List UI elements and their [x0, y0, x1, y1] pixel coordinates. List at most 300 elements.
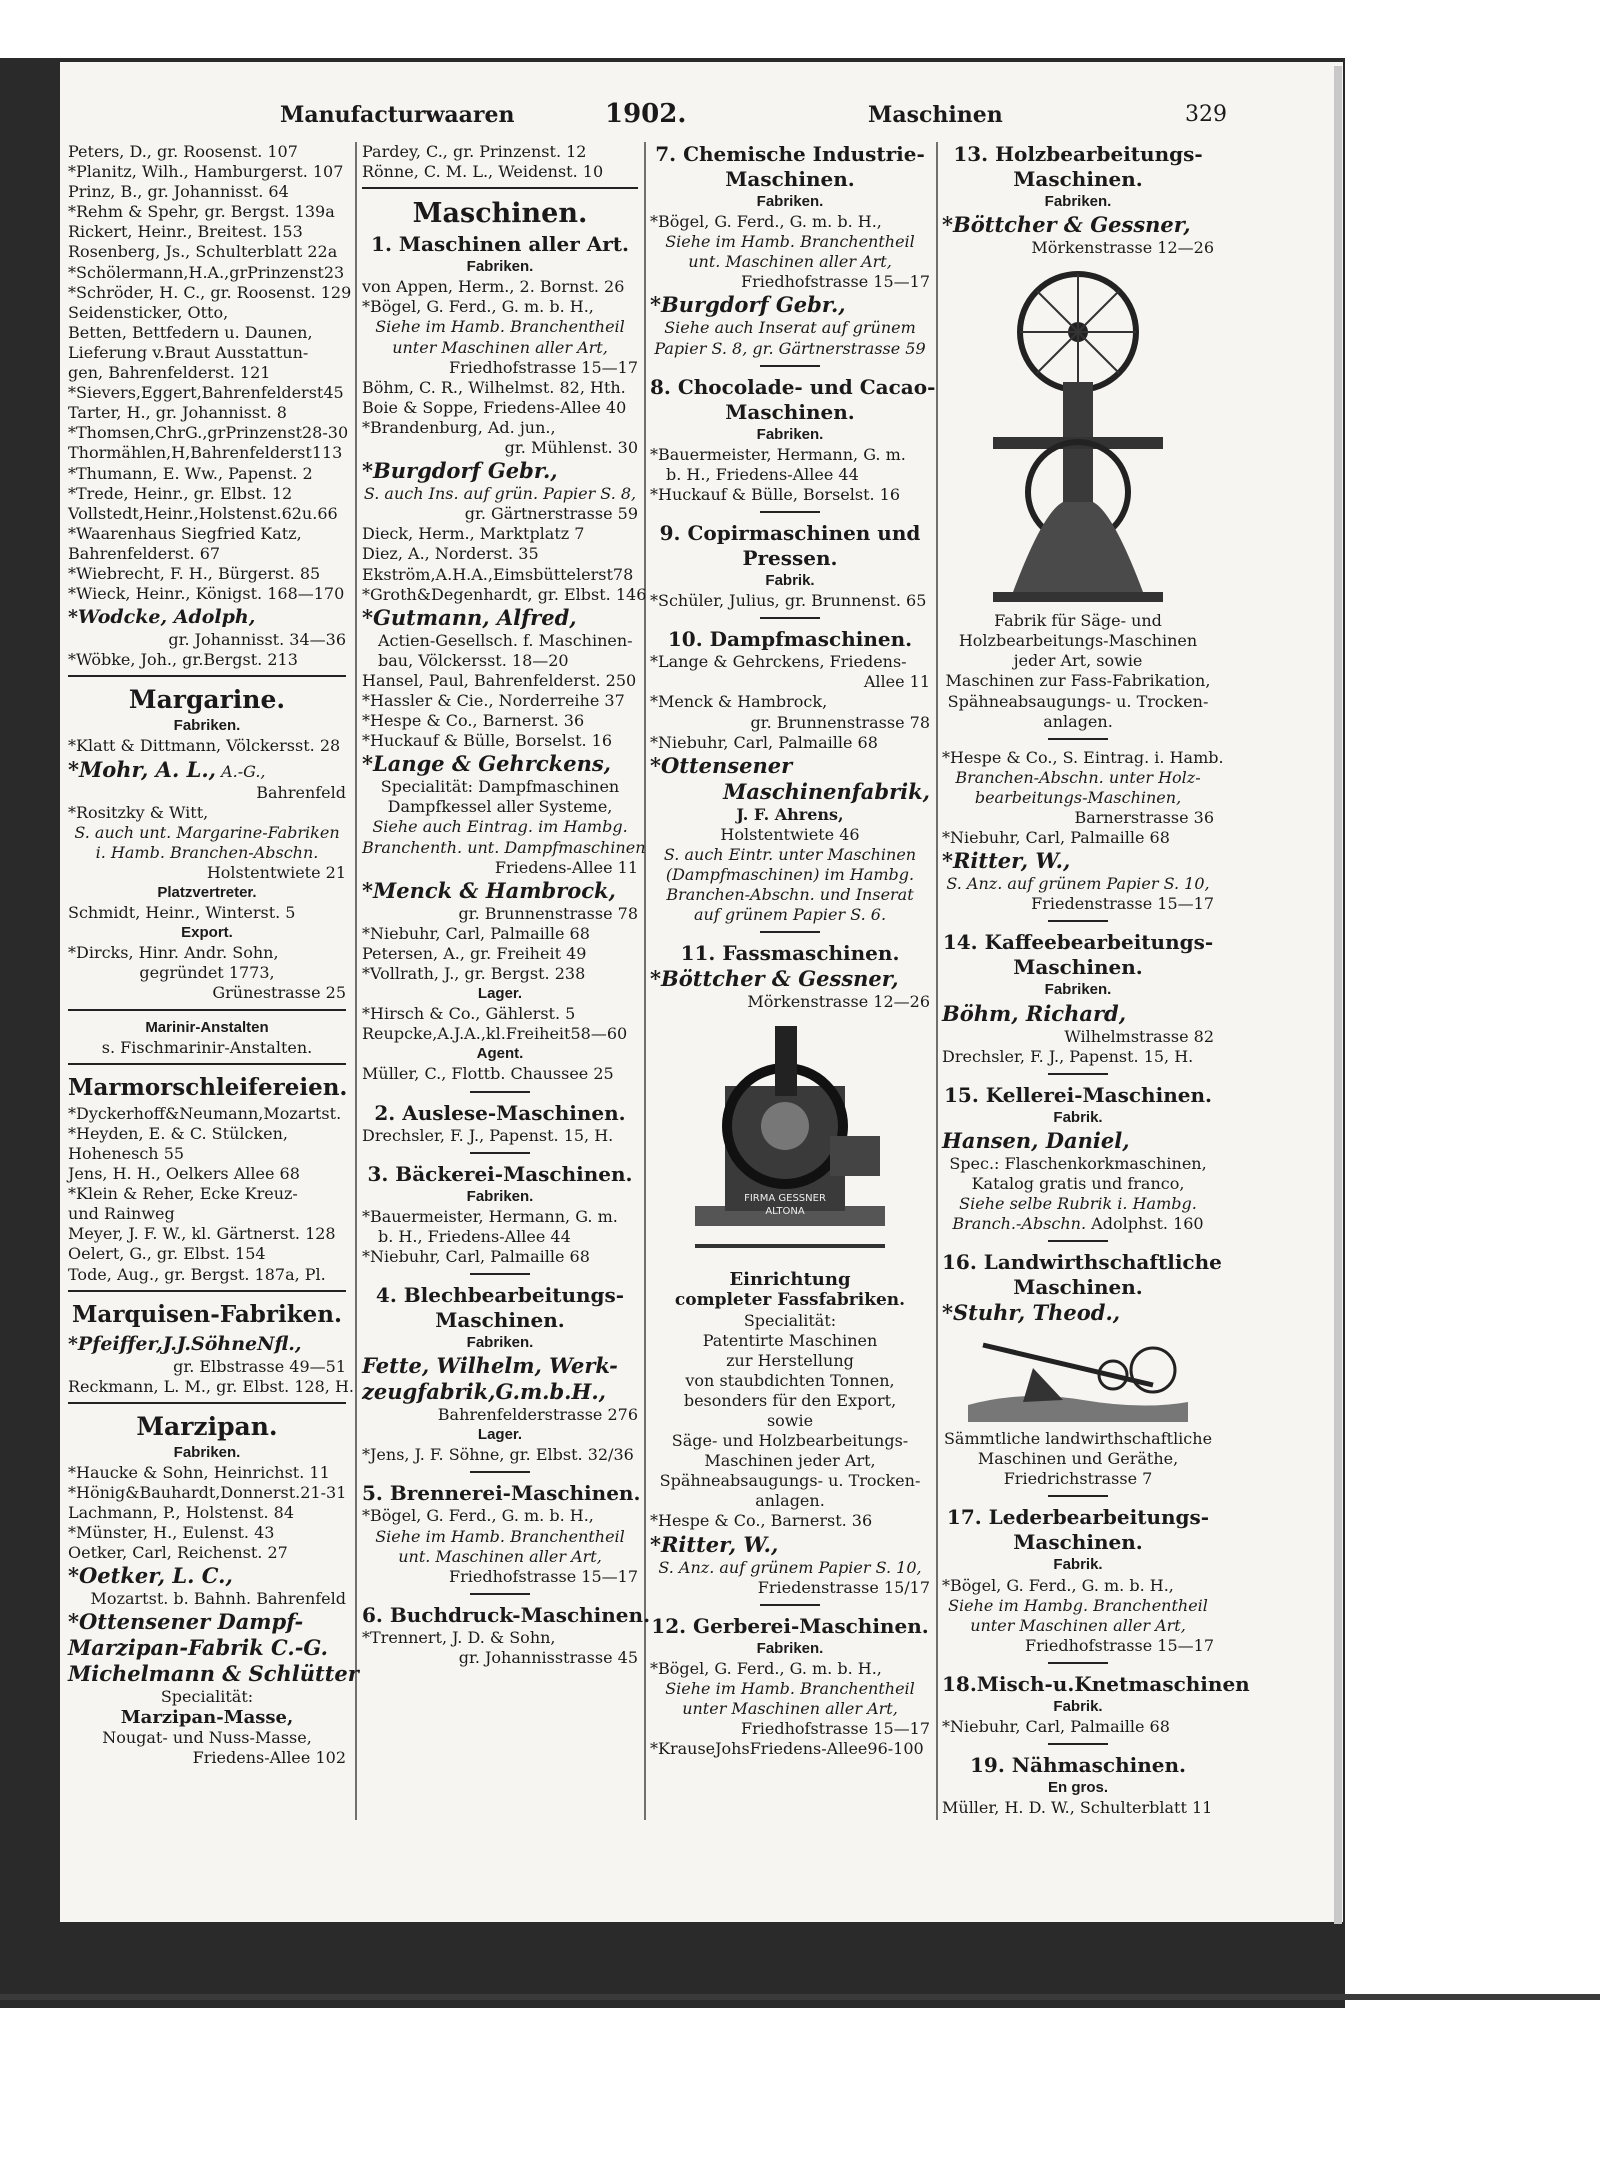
list-item: *Groth&Degenhardt, gr. Elbst. 146 — [362, 584, 647, 604]
dircks-entry: *Dircks, Hinr. Andr. Sohn, — [68, 943, 279, 963]
subsection-17: Maschinen. — [1013, 1530, 1143, 1555]
lange-note: Branchenth. unt. Dampfmaschinen — [362, 837, 646, 857]
oetker-address: Mozartst. b. Bahnh. Bahrenfeld — [90, 1589, 346, 1609]
label-fabriken: Fabriken. — [756, 193, 824, 210]
list-item: *Hönig&Bauhardt,Donnerst.21-31 — [68, 1482, 347, 1502]
subsection-2: 2. Auslese-Maschinen. — [374, 1100, 626, 1125]
rositzky-note: S. auch unt. Margarine-Fabriken — [74, 822, 340, 842]
list-item: *Thomsen,ChrG.,grPrinzenst28-30 — [68, 423, 349, 443]
niebuhr-entry: *Niebuhr, Carl, Palmaille 68 — [942, 828, 1170, 848]
list-item: *Brandenburg, Ad. jun., — [362, 417, 556, 437]
list-item: Dieck, Herm., Marktplatz 7 — [362, 524, 585, 544]
section-maschinen: Maschinen. — [412, 198, 588, 230]
list-item: Maschinen zur Fass-Fabrikation, — [945, 671, 1211, 691]
list-item: *Sievers,Eggert,Bahrenfelderst45 — [68, 383, 344, 403]
lange-address: Allee 11 — [863, 672, 930, 692]
subsection-9: Pressen. — [742, 546, 838, 571]
bogel-address: Friedhofstrasse 15—17 — [449, 357, 638, 377]
section-margarine: Margarine. — [128, 685, 286, 715]
list-item: Friedrichstrasse 7 — [1003, 1469, 1153, 1489]
list-item: *Haucke & Sohn, Heinrichst. 11 — [68, 1462, 330, 1482]
list-item: Betten, Bettfedern u. Daunen, — [68, 322, 313, 342]
burgdorf-note: Siehe auch Inserat auf grünem — [664, 318, 916, 338]
label-lager: Lager. — [477, 1426, 523, 1444]
bogel-note: Siehe im Hambg. Branchentheil — [948, 1595, 1208, 1615]
divider — [68, 1009, 346, 1011]
hespe-address: Barnerstrasse 36 — [1074, 808, 1214, 828]
burgdorf-entry: *Burgdorf Gebr., — [362, 458, 558, 484]
jens-entry: *Jens, J. F. Söhne, gr. Elbst. 32/36 — [362, 1445, 634, 1465]
list-item: Specialität: — [743, 1310, 837, 1330]
schueler-entry: *Schüler, Julius, gr. Brunnenst. 65 — [650, 591, 927, 611]
list-item: Patentirte Maschinen — [702, 1330, 878, 1350]
list-item: Diez, A., Norderst. 35 — [362, 544, 539, 564]
krause-entry: *KrauseJohsFriedens-Allee96-100 — [650, 1739, 924, 1759]
hansen-entry: Hansen, Daniel, — [942, 1127, 1130, 1153]
bogel-address: Friedhofstrasse 15—17 — [449, 1566, 638, 1586]
lange-desc: Dampfkessel aller Systeme, — [387, 797, 613, 817]
subsection-5: 5. Brennerei-Maschinen. — [362, 1481, 641, 1506]
list-item: sowie — [766, 1411, 814, 1430]
section-marzipan: Marzipan. — [136, 1411, 278, 1441]
boettcher-entry: *Böttcher & Gessner, — [650, 966, 899, 992]
subsection-16: Maschinen. — [1013, 1275, 1143, 1300]
label-fabriken: Fabriken. — [173, 1443, 241, 1461]
label-fabriken: Fabriken. — [466, 1187, 534, 1205]
bogel-note: unter Maschinen aller Art, — [392, 337, 608, 357]
list-item: Thormählen,H,Bahrenfelderst113 — [68, 443, 343, 463]
drechsler-entry: Drechsler, F. J., Papenst. 15, H. — [362, 1125, 614, 1145]
list-item: *Bögel, G. Ferd., G. m. b. H., — [362, 297, 594, 317]
burgdorf-note: S. auch Ins. auf grün. Papier S. 8, — [363, 484, 637, 504]
pfeiffer-entry: *Pfeiffer,J.J.SöhneNfl., — [68, 1332, 302, 1355]
list-item: jeder Art, sowie — [1013, 651, 1143, 671]
list-item: Bahrenfelderst. 67 — [68, 543, 221, 563]
list-item: gen, Bahrenfelderst. 121 — [68, 363, 271, 383]
ritter-entry: *Ritter, W., — [650, 1531, 779, 1557]
subsection-12: 12. Gerberei-Maschinen. — [651, 1613, 929, 1638]
boettcher-entry: *Böttcher & Gessner, — [942, 212, 1191, 238]
illus-text: ALTONA — [765, 1206, 805, 1218]
lange-entry: *Lange & Gehrckens, Friedens- — [650, 652, 907, 672]
divider — [760, 365, 820, 367]
label-export: Export. — [181, 924, 233, 942]
dircks-address: Grünestrasse 25 — [212, 983, 346, 1003]
header-section-left: Manufacturwaaren — [280, 102, 515, 128]
rositzky-entry: *Rositzky & Witt, — [68, 802, 209, 822]
list-item: Spähneabsaugungs- u. Trocken- — [947, 691, 1209, 711]
niebuhr-entry: *Niebuhr, Carl, Palmaille 68 — [650, 732, 878, 752]
ottensener-note: (Dampfmaschinen) im Hambg. — [665, 864, 915, 884]
gutmann-desc: bau, Völckersst. 18—20 — [378, 650, 569, 670]
huckauf-entry: *Huckauf & Bülle, Borselst. 16 — [650, 484, 901, 504]
list-item: *Heyden, E. & C. Stülcken, — [68, 1123, 288, 1143]
menck-address: gr. Brunnenstrasse 78 — [750, 712, 930, 732]
list-item: *Dyckerhoff&Neumann,Mozartst. — [68, 1103, 342, 1123]
bogel-note: Siehe im Hamb. Branchentheil — [665, 1678, 915, 1698]
list-item: *Hespe & Co., Barnerst. 36 — [362, 711, 585, 731]
hansen-address: Adolphst. 160 — [1091, 1214, 1204, 1234]
gutmann-desc: Actien-Gesellsch. f. Maschinen- — [378, 630, 633, 650]
list-item: Reupcke,A.J.A.,kl.Freiheit58—60 — [362, 1024, 628, 1044]
burgdorf-address: gr. Gärtnerstrasse 59 — [464, 504, 638, 524]
ottensener-entry: *Ottensener Dampf- — [68, 1609, 304, 1635]
divider — [1048, 1240, 1108, 1242]
bogel-note: Siehe im Hamb. Branchentheil — [665, 232, 915, 252]
bogel-note: Siehe im Hamb. Branchentheil — [375, 1526, 625, 1546]
list-item: Petersen, A., gr. Freiheit 49 — [362, 943, 587, 963]
bogel-note: unt. Maschinen aller Art, — [688, 252, 892, 272]
divider — [68, 675, 346, 677]
list-item: Hohenesch 55 — [68, 1143, 185, 1163]
list-item: *Rehm & Spehr, gr. Bergst. 139a — [68, 202, 335, 222]
section-marquisen: Marquisen-Fabriken. — [71, 1300, 343, 1328]
divider — [1048, 738, 1108, 740]
nougat-line: Nougat- und Nuss-Masse, — [102, 1727, 312, 1747]
list-item: anlagen. — [755, 1491, 825, 1511]
burgdorf-entry: *Burgdorf Gebr., — [650, 292, 846, 318]
list-item: *Hirsch & Co., Gählerst. 5 — [362, 1004, 576, 1024]
subsection-11: 11. Fassmaschinen. — [680, 941, 900, 966]
divider — [760, 511, 820, 513]
mohr-address: Bahrenfeld — [256, 782, 346, 802]
subsection-9: 9. Copirmaschinen und — [659, 521, 921, 546]
hespe-note: bearbeitungs-Maschinen, — [974, 787, 1182, 807]
divider — [470, 1091, 530, 1093]
list-item: Säge- und Holzbearbeitungs- — [671, 1431, 909, 1451]
bauermeister-entry: *Bauermeister, Hermann, G. m. — [362, 1206, 618, 1226]
list-item: *Niebuhr, Carl, Palmaille 68 — [362, 923, 590, 943]
marmor-list — [68, 1104, 346, 1285]
boettcher-address: Mörkenstrasse 12—26 — [747, 992, 930, 1012]
stuhr-description — [942, 1429, 1214, 1489]
list-item: *Waarenhaus Siegfried Katz, — [68, 523, 302, 543]
label-fabrik: Fabrik. — [1053, 1556, 1103, 1574]
list-item: Holzbearbeitungs-Maschinen — [958, 631, 1198, 651]
list-item: *Schröder, H. C., gr. Roosenst. 129 — [68, 282, 352, 302]
menck-address: gr. Brunnenstrasse 78 — [458, 903, 638, 923]
list-item: Rosenberg, Js., Schulterblatt 22a — [68, 242, 338, 262]
bogel-entry: *Bögel, G. Ferd., G. m. b. H., — [942, 1575, 1174, 1595]
page-number: 329 — [1185, 102, 1227, 127]
wodcke-entry: *Wodcke, Adolph, — [68, 606, 256, 629]
divider — [68, 1402, 346, 1404]
list-item: Lieferung v.Braut Ausstattun- — [68, 342, 309, 362]
divider — [760, 931, 820, 933]
ottensener-entry: *Ottensener — [650, 752, 793, 778]
list-item: *Trede, Heinr., gr. Elbst. 12 — [68, 483, 293, 503]
ritter-entry: *Ritter, W., — [942, 848, 1071, 874]
ritter-address: Friedenstrasse 15—17 — [1031, 894, 1214, 914]
list — [362, 378, 638, 438]
subsection-3: 3. Bäckerei-Maschinen. — [367, 1161, 633, 1186]
subsection-1: 1. Maschinen aller Art. — [371, 232, 629, 257]
header-year: 1902. — [605, 99, 687, 129]
label-platzvertreter: Platzvertreter. — [157, 884, 257, 901]
bogel-address: Friedhofstrasse 15—17 — [741, 272, 930, 292]
plough-illustration — [963, 1330, 1193, 1425]
list-item: Seidensticker, Otto, — [68, 302, 229, 322]
ritter-address: Friedenstrasse 15/17 — [757, 1577, 930, 1597]
list-item: Maschinen und Geräthe, — [977, 1449, 1179, 1469]
label-fabrik: Fabrik. — [765, 572, 815, 590]
hespe-entry: *Hespe & Co., S. Eintrag. i. Hamb. — [942, 747, 1224, 767]
subsection-16: 16. Landwirthschaftliche — [942, 1250, 1222, 1275]
lange-note: Siehe auch Eintrag. im Hambg. — [372, 817, 628, 837]
list-item: *Hassler & Cie., Norderreihe 37 — [362, 690, 625, 710]
bogel-entry: *Bögel, G. Ferd., G. m. b. H., — [650, 212, 882, 232]
trennert-address: gr. Johannisstrasse 45 — [458, 1647, 638, 1667]
divider — [1048, 1073, 1108, 1075]
woebke-entry: *Wöbke, Joh., gr.Bergst. 213 — [68, 650, 298, 670]
label-agent: Agent. — [476, 1045, 524, 1063]
list-top — [68, 142, 352, 604]
list — [362, 924, 638, 984]
pardey-entry: Pardey, C., gr. Prinzenst. 12 — [362, 142, 587, 161]
list-item: *Wiebrecht, F. H., Bürgerst. 85 — [68, 563, 321, 583]
list-item: und Rainweg — [68, 1204, 175, 1224]
dircks-founded: gegründet 1773, — [139, 963, 275, 983]
label-fabriken: Fabriken. — [173, 717, 241, 735]
list-item: Boie & Soppe, Friedens-Allee 40 — [362, 397, 627, 417]
list-item: Rickert, Heinr., Breitest. 153 — [68, 222, 303, 242]
list-item: *Vollrath, J., gr. Bergst. 238 — [362, 964, 586, 983]
subsection-7: Maschinen. — [725, 167, 855, 191]
ritter-note: S. Anz. auf grünem Papier S. 10, — [658, 1557, 922, 1577]
boettcher-address: Mörkenstrasse 12—26 — [1031, 238, 1214, 258]
marzipan-list — [68, 1463, 346, 1563]
list-item: Prinz, B., gr. Johannisst. 64 — [68, 182, 289, 202]
subsection-19: 19. Nähmaschinen. — [969, 1753, 1186, 1778]
column-3 — [650, 142, 936, 1759]
divider — [470, 1273, 530, 1275]
list-item: Böhm, C. R., Wilhelmst. 82, Hth. — [362, 377, 626, 397]
label-fabriken: Fabriken. — [466, 1334, 534, 1352]
ottensener-entry: Maschinenfabrik, — [723, 778, 930, 804]
mueller-entry: Müller, H. D. W., Schulterblatt 11 — [942, 1798, 1213, 1818]
trennert-entry: *Trennert, J. D. & Sohn, — [362, 1627, 556, 1647]
mueller-entry: Müller, C., Flottb. Chaussee 25 — [362, 1064, 614, 1084]
pfeiffer-address: gr. Elbstrasse 49—51 — [173, 1356, 346, 1376]
rositzky-note: i. Hamb. Branchen-Abschn. — [95, 842, 319, 862]
rositzky-address: Holstentwiete 21 — [206, 862, 346, 882]
list-item: *Klein & Reher, Ecke Kreuz- — [68, 1184, 298, 1204]
list-item: besonders für den Export, — [683, 1390, 897, 1410]
list-item: zur Herstellung — [726, 1350, 854, 1370]
list — [362, 277, 638, 317]
list — [362, 1004, 638, 1044]
hespe-note: Branchen-Abschn. unter Holz- — [955, 767, 1201, 787]
list-item: Fabrik für Säge- und — [994, 611, 1162, 631]
divider — [68, 1063, 346, 1065]
divider — [1048, 1662, 1108, 1664]
ahrens-name: J. F. Ahrens, — [736, 804, 844, 824]
list-item: *Münster, H., Eulenst. 43 — [68, 1523, 275, 1543]
divider — [68, 1290, 346, 1292]
list-item: *Wieck, Heinr., Königst. 168—170 — [68, 584, 345, 604]
fette-address: Bahrenfelderstrasse 276 — [437, 1405, 638, 1425]
boehm-address: Wilhelmstrasse 82 — [1064, 1026, 1214, 1046]
list-item: Oelert, G., gr. Elbst. 154 — [68, 1244, 266, 1264]
marzipan-masse: Marzipan-Masse, — [120, 1706, 294, 1728]
ritter-note: S. Anz. auf grünem Papier S. 10, — [946, 874, 1210, 894]
hansen-note: Siehe selbe Rubrik i. Hambg. — [959, 1193, 1197, 1213]
list — [362, 671, 638, 751]
reckmann-entry: Reckmann, L. M., gr. Elbst. 128, H. — [68, 1376, 355, 1396]
subsection-6: 6. Buchdruck-Maschinen. — [362, 1602, 651, 1627]
list-item: *Planitz, Wilh., Hamburgerst. 107 — [68, 162, 344, 182]
subsection-18: 18.Misch-u.Knetmaschinen — [942, 1671, 1250, 1696]
list-item: Jens, H. H., Oelkers Allee 68 — [68, 1164, 300, 1184]
ottensener-note: S. auch Eintr. unter Maschinen — [663, 844, 917, 864]
brandenburg-address: gr. Mühlenst. 30 — [504, 438, 638, 458]
lange-address: Friedens-Allee 11 — [494, 857, 638, 877]
menck-entry: *Menck & Hambrock, — [650, 692, 828, 712]
ottensener-entry: Michelmann & Schlütter — [68, 1661, 359, 1687]
label-fabriken: Fabriken. — [756, 425, 824, 443]
klatt-entry: *Klatt & Dittmann, Völckersst. 28 — [68, 736, 341, 756]
list-item: Lachmann, P., Holstenst. 84 — [68, 1503, 294, 1523]
column-2 — [362, 142, 651, 1668]
marinir-reference: s. Fischmarinir-Anstalten. — [101, 1037, 313, 1057]
einrichtung-title: completer Fassfabriken. — [674, 1290, 906, 1311]
lange-entry: *Lange & Gehrckens, — [362, 751, 611, 777]
subsection-7: 7. Chemische Industrie- — [655, 142, 925, 166]
divider — [470, 1593, 530, 1595]
bogel-note: unter Maschinen aller Art, — [970, 1615, 1186, 1635]
label-fabriken: Fabriken. — [1044, 981, 1112, 999]
list-item: anlagen. — [1043, 711, 1113, 731]
ottensener-note: auf grünem Papier S. 6. — [693, 905, 887, 925]
list-item: Vollstedt,Heinr.,Holstenst.62u.66 — [68, 503, 338, 523]
divider — [760, 1604, 820, 1606]
menck-entry: *Menck & Hambrock, — [362, 877, 616, 903]
niebuhr-entry: *Niebuhr, Carl, Palmaille 68 — [362, 1246, 590, 1266]
barrel-machine-illustration — [665, 1016, 915, 1266]
section-marmor: Marmorschleifereien. — [68, 1073, 348, 1101]
list-item: Maschinen jeder Art, — [704, 1451, 876, 1471]
list-item: *Schölermann,H.A.,grPrinzenst23 — [68, 262, 345, 282]
subsection-8: 8. Chocolade- und Cacao- — [650, 374, 936, 399]
subsection-13: Maschinen. — [1013, 167, 1143, 191]
bogel-note: Siehe im Hamb. Branchentheil — [375, 317, 625, 337]
list-item: Oetker, Carl, Reichenst. 27 — [68, 1543, 288, 1563]
stuhr-entry: *Stuhr, Theod., — [942, 1300, 1121, 1326]
boehm-entry: Böhm, Richard, — [942, 1000, 1127, 1026]
niebuhr-entry: *Niebuhr, Carl, Palmaille 68 — [942, 1717, 1170, 1736]
wodcke-address: gr. Johannisst. 34—36 — [168, 630, 346, 650]
bauermeister-entry: *Bauermeister, Hermann, G. m. — [650, 444, 906, 464]
specialitaet-label: Specialität: — [160, 1687, 254, 1707]
label-fabriken: Fabriken. — [466, 258, 534, 276]
divider — [470, 1471, 530, 1473]
divider — [1048, 1495, 1108, 1497]
subsection-4: 4. Blechbearbeitungs- — [375, 1283, 625, 1308]
label-fabriken: Fabriken. — [756, 1639, 824, 1657]
burgdorf-note: Papier S. 8, gr. Gärtnerstrasse 59 — [654, 338, 926, 358]
label-fabrik: Fabrik. — [1053, 1108, 1103, 1126]
list-item: Spähneabsaugungs- u. Trocken- — [659, 1471, 921, 1491]
column-1 — [68, 142, 359, 1768]
roenne-entry: Rönne, C. M. L., Weidenst. 10 — [362, 162, 604, 182]
specialitaet-list — [650, 1311, 930, 1512]
schmidt-entry: Schmidt, Heinr., Winterst. 5 — [68, 903, 296, 923]
fabrik-description — [942, 611, 1214, 732]
bogel-address: Friedhofstrasse 15—17 — [741, 1719, 930, 1739]
divider — [760, 617, 820, 619]
label-lager: Lager. — [477, 985, 523, 1003]
label-marinir: Marinir-Anstalten — [145, 1018, 269, 1036]
list-item: *Huckauf & Bülle, Borselst. 16 — [362, 731, 613, 751]
subsection-15: 15. Kellerei-Maschinen. — [944, 1082, 1212, 1107]
bogel-note: unt. Maschinen aller Art, — [398, 1546, 602, 1566]
ottensener-entry: Marzipan-Fabrik C.-G. — [68, 1635, 328, 1661]
list-item: Tode, Aug., gr. Bergst. 187a, Pl. — [68, 1264, 326, 1284]
lange-desc: Specialität: Dampfmaschinen — [380, 777, 620, 797]
hansen-desc: Katalog gratis und franco, — [971, 1173, 1185, 1193]
hespe-entry: *Hespe & Co., Barnerst. 36 — [650, 1511, 873, 1531]
list-item: von Appen, Herm., 2. Bornst. 26 — [362, 277, 625, 297]
mohr-entry: *Mohr, A. L., — [68, 756, 216, 782]
list-item: von staubdichten Tonnen, — [685, 1370, 895, 1390]
divider — [1048, 920, 1108, 922]
list — [362, 524, 647, 604]
subsection-8: Maschinen. — [725, 399, 855, 424]
bogel-entry: *Bögel, G. Ferd., G. m. b. H., — [362, 1506, 594, 1526]
bauermeister-address: b. H., Friedens-Allee 44 — [378, 1226, 571, 1246]
column-4 — [942, 142, 1250, 1818]
subsection-13: 13. Holzbearbeitungs- — [953, 142, 1203, 166]
mohr-ag: A.-G., — [221, 761, 266, 781]
list-item: Peters, D., gr. Roosenst. 107 — [68, 142, 298, 161]
subsection-14: Maschinen. — [1013, 955, 1143, 980]
list-item: Ekström,A.H.A.,Eimsbüttelerst78 — [362, 564, 634, 584]
label-fabrik: Fabrik. — [1053, 1697, 1103, 1715]
oetker-entry: *Oetker, L. C., — [68, 1563, 233, 1589]
bogel-note: unter Maschinen aller Art, — [682, 1699, 898, 1719]
bauermeister-address: b. H., Friedens-Allee 44 — [666, 464, 859, 484]
list-item: Tarter, H., gr. Johannisst. 8 — [68, 403, 287, 423]
hansen-desc: Spec.: Flaschenkorkmaschinen, — [949, 1153, 1207, 1173]
drechsler-entry: Drechsler, F. J., Papenst. 15, H. — [942, 1046, 1194, 1066]
divider — [362, 187, 638, 189]
divider — [470, 1152, 530, 1154]
label-fabriken: Fabriken. — [1044, 193, 1112, 210]
hansen-note: Branch.-Abschn. — [952, 1214, 1087, 1234]
bogel-entry: *Bögel, G. Ferd., G. m. b. H., — [650, 1658, 882, 1678]
subsection-17: 17. Lederbearbeitungs- — [946, 1505, 1210, 1530]
fette-entry: zeugfabrik,G.m.b.H., — [362, 1379, 606, 1405]
ottensener-address: Friedens-Allee 102 — [192, 1747, 346, 1767]
subsection-10: 10. Dampfmaschinen. — [667, 627, 913, 652]
ottensener-note: Branchen-Abschn. und Inserat — [666, 885, 914, 905]
list-item: Hansel, Paul, Bahrenfelderst. 250 — [362, 670, 637, 690]
list-item: *Thumann, E. Ww., Papenst. 2 — [68, 463, 313, 483]
label-engros: En gros. — [1047, 1779, 1108, 1797]
subsection-4: Maschinen. — [435, 1308, 565, 1333]
list-item: Sämmtliche landwirthschaftliche — [943, 1429, 1213, 1449]
list-item: Meyer, J. F. W., kl. Gärtnerst. 128 — [68, 1224, 336, 1244]
header-section-right: Maschinen — [868, 102, 1003, 128]
fette-entry: Fette, Wilhelm, Werk- — [362, 1353, 618, 1379]
gutmann-entry: *Gutmann, Alfred, — [362, 604, 577, 630]
ahrens-address: Holstentwiete 46 — [720, 824, 860, 844]
divider — [1048, 1743, 1108, 1745]
einrichtung-title: Einrichtung — [729, 1269, 851, 1291]
bandsaw-illustration — [953, 262, 1203, 607]
illus-text: FIRMA GESSNER — [744, 1193, 826, 1205]
bogel-address: Friedhofstrasse 15—17 — [1025, 1635, 1214, 1655]
